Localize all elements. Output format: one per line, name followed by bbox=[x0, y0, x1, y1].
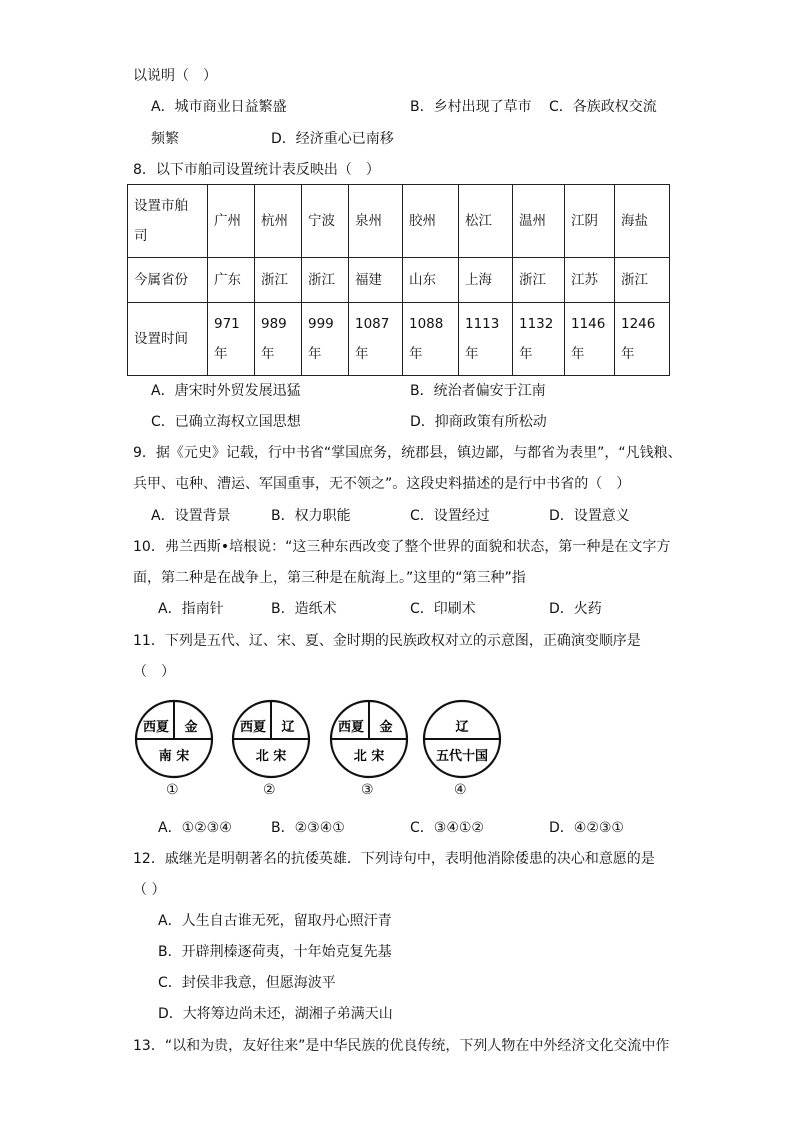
table-row-city bbox=[128, 185, 670, 258]
q12-stem-line2: （ ） bbox=[133, 882, 166, 898]
q9-stem-line1: 9．据《元史》记载，行中书省“掌国庶务，统郡县，镇边鄙，与都省为表里”，“凡钱粮、 bbox=[133, 445, 682, 461]
q7-option-c-wrap: 频繁 bbox=[151, 131, 179, 147]
q13-stem-line1: 13．“以和为贵，友好往来”是中华民族的优良传统，下列人物在中外经济文化交流中作 bbox=[133, 1038, 670, 1054]
table-cell: 泉州 bbox=[349, 185, 403, 258]
q11-diagram-3 bbox=[328, 698, 410, 780]
table-cell: 胶州 bbox=[403, 185, 459, 258]
q11-option-a: A．①②③④ bbox=[158, 820, 232, 836]
table-cell: 山东 bbox=[403, 258, 459, 303]
q11-diagram-1 bbox=[133, 698, 215, 780]
q10-option-d: D．火药 bbox=[549, 601, 602, 617]
table-cell: 海盐 bbox=[615, 185, 670, 258]
table-cell: 浙江 bbox=[302, 258, 349, 303]
q8-option-c: C．已确立海权立国思想 bbox=[151, 414, 301, 430]
table-cell: 浙江 bbox=[513, 258, 565, 303]
q11-diagram-1-number: ① bbox=[166, 782, 179, 798]
table-cell: 松江 bbox=[459, 185, 513, 258]
q12-option-d: D．大将筹边尚未还，湖湘子弟满天山 bbox=[158, 1006, 393, 1022]
table-cell: 1246 年 bbox=[615, 303, 670, 376]
q9-stem-line2: 兵甲、屯种、漕运、军国重事，无不领之”。这段史料描述的是行中书省的（ ） bbox=[133, 476, 631, 492]
circle-label: 金 bbox=[379, 720, 393, 735]
circle-label: 西夏 bbox=[142, 720, 170, 735]
q11-diagram-4 bbox=[421, 698, 503, 780]
circle-label: 金 bbox=[184, 720, 198, 735]
q11-diagram-4-number: ④ bbox=[454, 782, 467, 798]
q7-option-d: D．经济重心已南移 bbox=[271, 131, 394, 147]
table-cell: 浙江 bbox=[255, 258, 302, 303]
table-cell: 浙江 bbox=[615, 258, 670, 303]
table-cell: 江阴 bbox=[565, 185, 615, 258]
q12-option-c: C．封侯非我意，但愿海波平 bbox=[158, 975, 336, 991]
q11-option-b: B．②③④① bbox=[271, 820, 345, 836]
q11-option-c: C．③④①② bbox=[410, 820, 484, 836]
table-cell: 广州 bbox=[208, 185, 255, 258]
circle-label: 北 宋 bbox=[353, 749, 385, 764]
table-cell: 温州 bbox=[513, 185, 565, 258]
q12-stem-line1: 12．戚继光是明朝著名的抗倭英雄．下列诗句中，表明他消除倭患的决心和意愿的是 bbox=[133, 851, 655, 867]
q8-table bbox=[127, 184, 670, 376]
q11-diagram-3-number: ③ bbox=[361, 782, 374, 798]
q8-option-d: D．抑商政策有所松动 bbox=[410, 414, 547, 430]
q9-option-b: B．权力职能 bbox=[271, 508, 351, 524]
q10-stem-line1: 10．弗兰西斯•培根说：“这三种东西改变了整个世界的面貌和状态，第一种是在文字方 bbox=[133, 539, 671, 555]
table-cell: 宁波 bbox=[302, 185, 349, 258]
table-cell: 1132 年 bbox=[513, 303, 565, 376]
table-cell: 广东 bbox=[208, 258, 255, 303]
q12-option-b: B．开辟荆榛逐荷夷，十年始克复先基 bbox=[158, 944, 392, 960]
table-cell: 1088 年 bbox=[403, 303, 459, 376]
q11-diagram-2 bbox=[230, 698, 312, 780]
q10-option-c: C．印刷术 bbox=[410, 601, 476, 617]
table-header-year: 设置时间 bbox=[128, 303, 208, 376]
q11-stem-line2: （ ） bbox=[133, 664, 175, 680]
circle-label: 五代十国 bbox=[435, 749, 489, 764]
q8-option-b: B．统治者偏安于江南 bbox=[410, 383, 546, 399]
q10-option-b: B．造纸术 bbox=[271, 601, 337, 617]
table-cell: 989 年 bbox=[255, 303, 302, 376]
q10-option-a: A．指南针 bbox=[158, 601, 224, 617]
table-header-province: 今属省份 bbox=[128, 258, 208, 303]
circle-label: 辽 bbox=[455, 720, 469, 735]
q8-stem: 8．以下市舶司设置统计表反映出（ ） bbox=[133, 162, 380, 178]
table-header-city: 设置市舶 司 bbox=[128, 185, 208, 258]
q7-option-a: A．城市商业日益繁盛 bbox=[151, 99, 287, 115]
q7-stem-tail: 以说明（ ） bbox=[133, 68, 217, 84]
q8-option-a: A．唐宋时外贸发展迅猛 bbox=[151, 383, 301, 399]
q11-option-d: D．④②③① bbox=[549, 820, 624, 836]
q12-option-a: A．人生自古谁无死，留取丹心照汗青 bbox=[158, 913, 392, 929]
table-row-province bbox=[128, 258, 670, 303]
circle-label: 西夏 bbox=[239, 720, 267, 735]
circle-label: 北 宋 bbox=[255, 749, 287, 764]
q10-stem-line2: 面，第二种是在战争上，第三种是在航海上。”这里的“第三种”指 bbox=[133, 570, 526, 586]
q7-option-b: B．乡村出现了草市 bbox=[410, 99, 532, 115]
table-cell: 1113 年 bbox=[459, 303, 513, 376]
table-cell: 上海 bbox=[459, 258, 513, 303]
table-row-year bbox=[128, 303, 670, 376]
q7-option-c: C．各族政权交流 bbox=[549, 99, 657, 115]
table-cell: 江苏 bbox=[565, 258, 615, 303]
table-cell: 999 年 bbox=[302, 303, 349, 376]
q11-stem-line1: 11．下列是五代、辽、宋、夏、金时期的民族政权对立的示意图，正确演变顺序是 bbox=[133, 633, 641, 649]
table-cell: 1146 年 bbox=[565, 303, 615, 376]
table-cell: 杭州 bbox=[255, 185, 302, 258]
circle-label: 辽 bbox=[281, 720, 295, 735]
q9-option-c: C．设置经过 bbox=[410, 508, 490, 524]
circle-label: 西夏 bbox=[337, 720, 365, 735]
table-cell: 971 年 bbox=[208, 303, 255, 376]
q9-option-d: D．设置意义 bbox=[549, 508, 630, 524]
circle-label: 南 宋 bbox=[158, 749, 190, 764]
q11-diagram-2-number: ② bbox=[263, 782, 276, 798]
table-cell: 1087 年 bbox=[349, 303, 403, 376]
table-cell: 福建 bbox=[349, 258, 403, 303]
q9-option-a: A．设置背景 bbox=[151, 508, 231, 524]
